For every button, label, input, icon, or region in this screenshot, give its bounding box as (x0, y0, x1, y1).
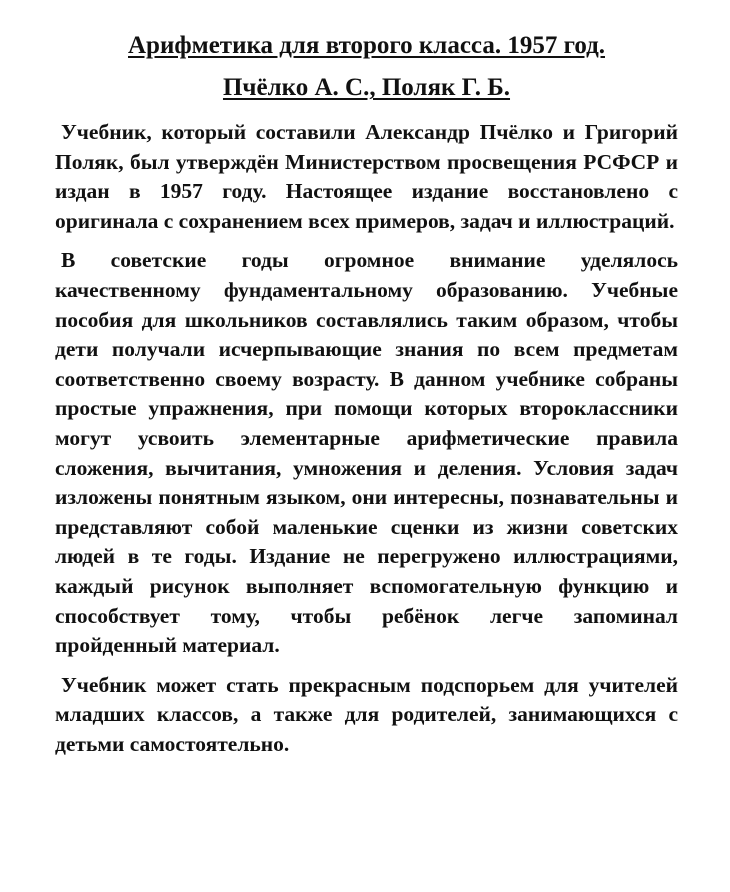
document-page (55, 30, 678, 759)
document-title: Арифметика для второго класса. 1957 год. (128, 32, 605, 59)
paragraph-intro: Учебник, который составили Александр Пчёлко и Григорий Поляк, был утверждён Министерством просвещения РСФСР и издан в 1957 году. Настоящее издание восстановлено с оригинала с сохранением всех примеров, задач и иллюстраций. (55, 120, 678, 233)
paragraph-soviet-education: В советские годы огромное внимание уделялось качественному фундаментальному образованию. Учебные пособия для школьников составлялись таким образом, чтобы дети получали исчерпывающие знания по всем предметам соответственно своему возрасту. В данном учебнике собраны простые упражнения, при помощи которых второклассники могут усвоить элементарные арифметические правила сложения, вычитания, умножения и деления. Условия задач изложены понятным языком, они интересны, познавательны и представляют собой маленькие сценки из жизни советских людей в те годы. Издание не перегружено иллюстрациями, каждый рисунок выполняет вспомогательную функцию и способствует тому, чтобы ребёнок легче запоминал пройденный материал. (55, 248, 678, 658)
paragraph-usage: Учебник может стать прекрасным подспорьем для учителей младших классов, а также для родителей, занимающихся с детьми самостоятельно. (55, 672, 678, 756)
document-authors: Пчёлко А. С., Поляк Г. Б. (222, 74, 511, 101)
